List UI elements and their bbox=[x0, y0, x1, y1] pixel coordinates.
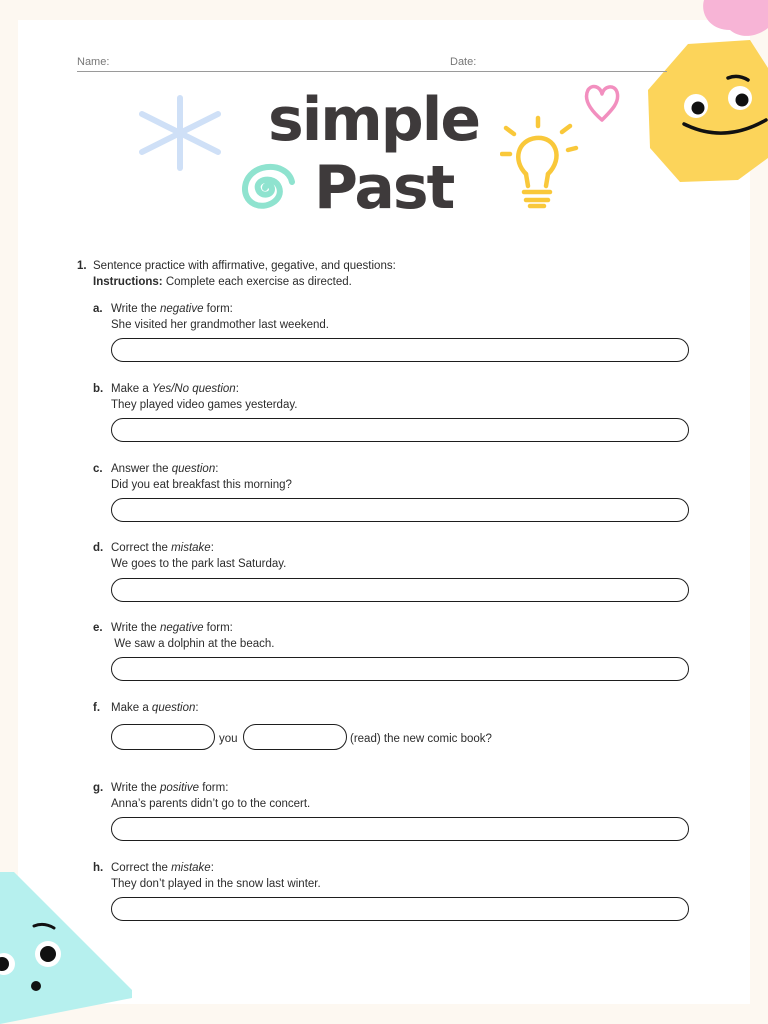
exercise-letter: f. bbox=[93, 702, 101, 714]
answer-field-h[interactable] bbox=[111, 897, 689, 921]
smiley-face-icon bbox=[646, 38, 768, 184]
exercise-instruction: Write the negative form: bbox=[111, 303, 233, 315]
page-title bbox=[262, 86, 502, 216]
answer-field-e[interactable] bbox=[111, 657, 689, 681]
exercise-letter: a. bbox=[93, 303, 103, 315]
exercise-letter: d. bbox=[93, 542, 104, 554]
question-prompt: Sentence practice with affirmative, gegative, and questions: bbox=[93, 260, 396, 272]
exercise-instruction: Make a question: bbox=[111, 702, 199, 714]
exercise-sentence: We goes to the park last Saturday. bbox=[111, 558, 287, 570]
pink-blob-decoration bbox=[696, 0, 768, 42]
exercise-letter: h. bbox=[93, 862, 104, 874]
answer-field-b[interactable] bbox=[111, 418, 689, 442]
exercise-sentence: She visited her grandmother last weekend. bbox=[111, 319, 329, 331]
exercise-instruction: Correct the mistake: bbox=[111, 862, 214, 874]
exercise-f-word-you: you bbox=[219, 733, 238, 745]
exercise-letter: g. bbox=[93, 782, 104, 794]
exercise-sentence: They don’t played in the snow last winter. bbox=[111, 878, 321, 890]
date-label: Date: bbox=[450, 56, 477, 68]
answer-field-f-2[interactable] bbox=[243, 724, 347, 750]
answer-field-a[interactable] bbox=[111, 338, 689, 362]
name-date-line bbox=[77, 71, 667, 72]
answer-field-f-1[interactable] bbox=[111, 724, 215, 750]
exercise-f-sentence-end: (read) the new comic book? bbox=[350, 733, 492, 745]
exercise-sentence: Did you eat breakfast this morning? bbox=[111, 479, 292, 491]
exercise-instruction: Make a Yes/No question: bbox=[111, 383, 239, 395]
answer-field-g[interactable] bbox=[111, 817, 689, 841]
exercise-letter: e. bbox=[93, 622, 103, 634]
question-instructions bbox=[93, 274, 593, 290]
answer-field-d[interactable] bbox=[111, 578, 689, 602]
instructions-label: Instructions: bbox=[93, 276, 163, 288]
lightbulb-icon bbox=[500, 114, 580, 214]
exercise-sentence: They played video games yesterday. bbox=[111, 399, 298, 411]
exercise-instruction: Write the negative form: bbox=[111, 622, 233, 634]
name-label: Name: bbox=[77, 56, 110, 68]
exercise-instruction: Correct the mistake: bbox=[111, 542, 214, 554]
exercise-instruction: Write the positive form: bbox=[111, 782, 229, 794]
snowflake-icon bbox=[134, 92, 226, 174]
exercise-instruction: Answer the question: bbox=[111, 463, 219, 475]
title-line-2: Past bbox=[314, 153, 454, 216]
exercise-letter: b. bbox=[93, 383, 104, 395]
answer-field-c[interactable] bbox=[111, 498, 689, 522]
exercise-sentence: Anna’s parents didn’t go to the concert. bbox=[111, 798, 311, 810]
question-number: 1. bbox=[77, 260, 87, 272]
instructions-text: Complete each exercise as directed. bbox=[162, 276, 352, 288]
title-line-1: simple bbox=[268, 86, 480, 155]
heart-icon bbox=[582, 80, 622, 124]
exercise-letter: c. bbox=[93, 463, 103, 475]
exercise-sentence: We saw a dolphin at the beach. bbox=[111, 638, 275, 650]
